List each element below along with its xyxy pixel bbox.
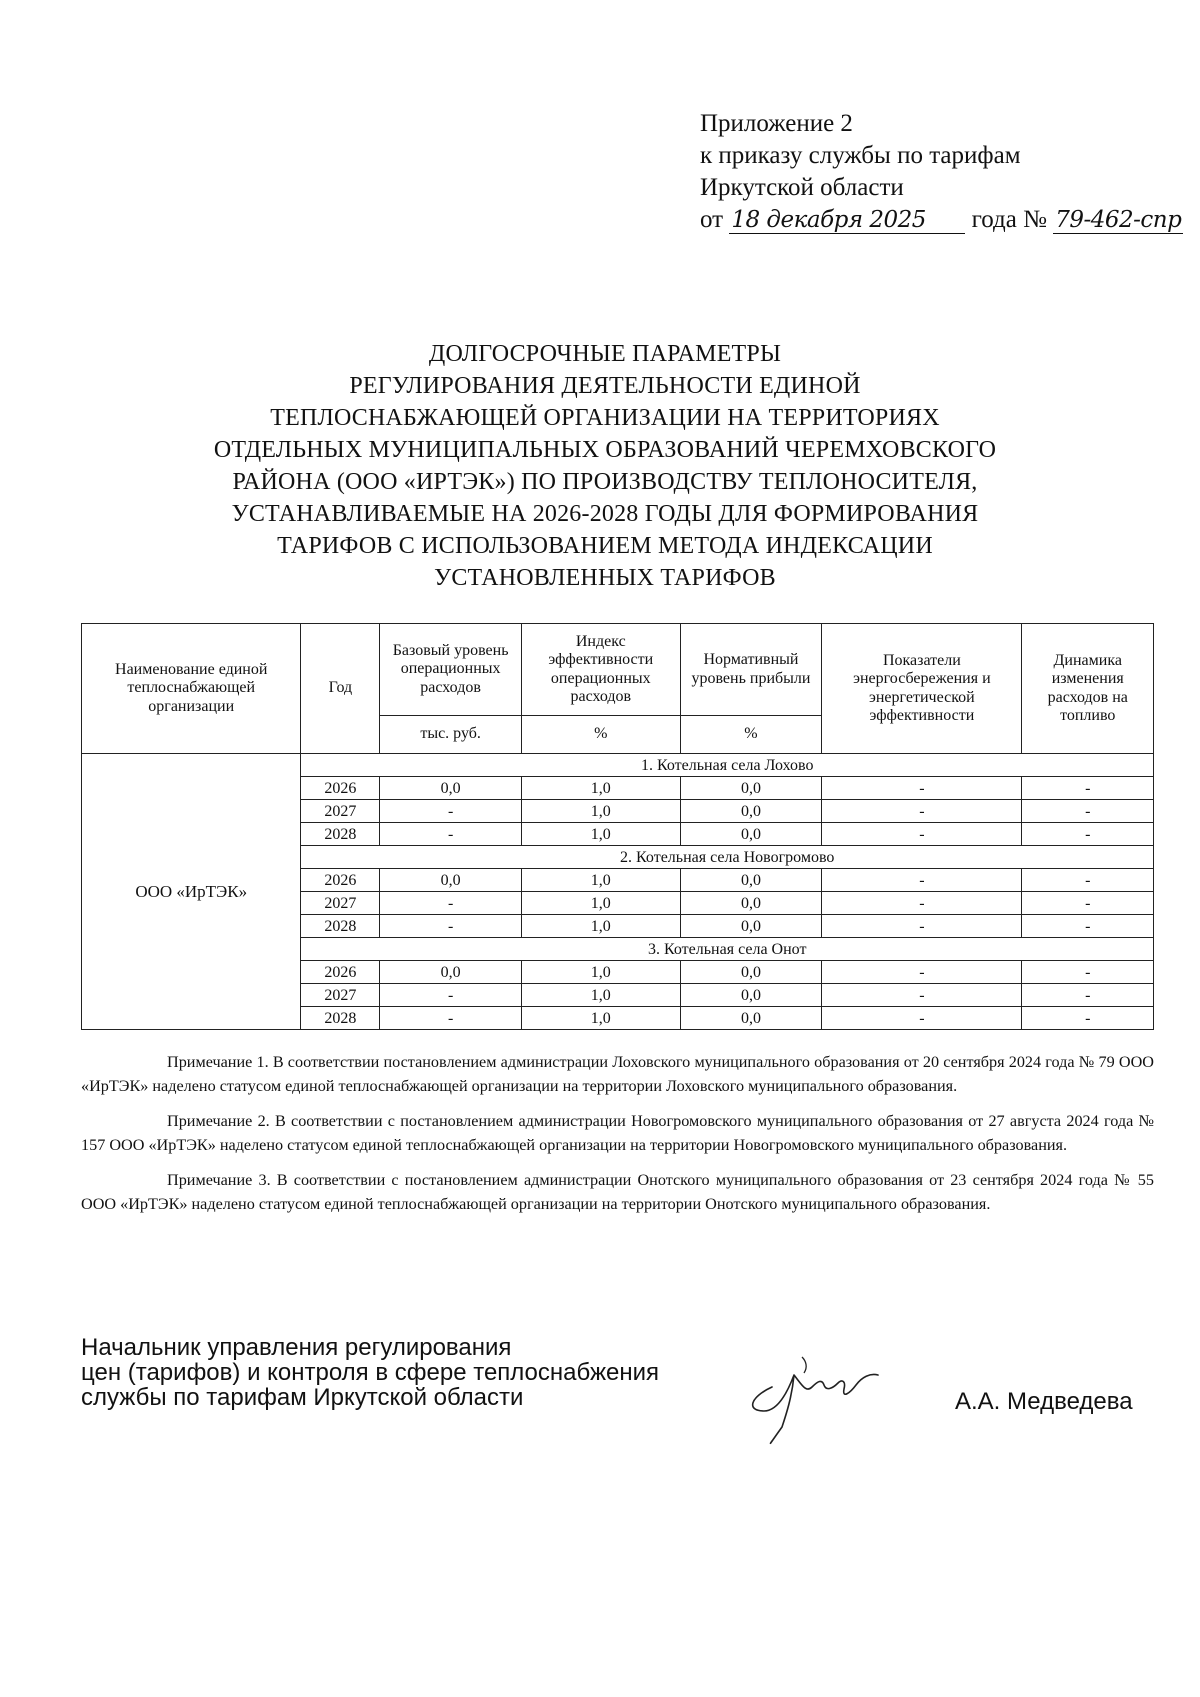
cell-year: 2026: [301, 777, 380, 800]
cell-energy: -: [822, 869, 1022, 892]
header-year: Год: [301, 624, 380, 754]
cell-index: 1,0: [521, 777, 680, 800]
title-line: ОТДЕЛЬНЫХ МУНИЦИПАЛЬНЫХ ОБРАЗОВАНИЙ ЧЕРЕМХОВСКОГО: [213, 437, 997, 463]
cell-energy: -: [822, 823, 1022, 846]
header-efficiency-index: Индекс эффективности операционных расходов: [521, 624, 680, 716]
cell-energy: -: [822, 800, 1022, 823]
cell-year: 2028: [301, 1007, 380, 1030]
notes-block: [81, 1050, 1154, 1227]
cell-fuel: -: [1022, 777, 1154, 800]
note-paragraph: Примечание 2. В соответствии с постановлением администрации Новогромовского муниципального образования от 27 августа 2024 года № 157 ООО «ИрТЭК» наделено статусом единой теплоснабжающей организации на территории Новогромовского муниципального образования.: [81, 1112, 1154, 1154]
cell-year: 2026: [301, 869, 380, 892]
cell-fuel: -: [1022, 823, 1154, 846]
section-title: 2. Котельная села Новогромово: [301, 846, 1154, 869]
cell-profit: 0,0: [680, 892, 822, 915]
cell-index: 1,0: [521, 915, 680, 938]
cell-profit: 0,0: [680, 869, 822, 892]
header-fuel-dynamics: Динамика изменения расходов на топливо: [1022, 624, 1154, 754]
title-line: УСТАНАВЛИВАЕМЫЕ НА 2026-2028 ГОДЫ ДЛЯ ФОРМИРОВАНИЯ: [231, 501, 979, 527]
cell-base: 0,0: [380, 869, 522, 892]
cell-energy: -: [822, 915, 1022, 938]
handwritten-order-number: 79-462-спр: [1055, 207, 1182, 233]
cell-base: 0,0: [380, 961, 522, 984]
cell-base: -: [380, 800, 522, 823]
cell-profit: 0,0: [680, 915, 822, 938]
cell-year: 2028: [301, 823, 380, 846]
section-title: 1. Котельная села Лохово: [301, 754, 1154, 777]
cell-index: 1,0: [521, 892, 680, 915]
cell-year: 2026: [301, 961, 380, 984]
title-line: РАЙОНА (ООО «ИРТЭК») ПО ПРОИЗВОДСТВУ ТЕПЛОНОСИТЕЛЯ,: [232, 469, 978, 495]
date-prefix: от: [700, 206, 724, 233]
position-line: службы по тарифам Иркутской области: [81, 1384, 524, 1411]
position-line: цен (тарифов) и контроля в сфере теплоснабжения: [81, 1359, 660, 1386]
cell-base: -: [380, 1007, 522, 1030]
title-line: УСТАНОВЛЕННЫХ ТАРИФОВ: [434, 565, 776, 591]
signatory-name: А.А. Медведева: [955, 1388, 1133, 1415]
cell-profit: 0,0: [680, 961, 822, 984]
position-line: Начальник управления регулирования: [81, 1334, 512, 1361]
cell-year: 2027: [301, 892, 380, 915]
cell-index: 1,0: [521, 800, 680, 823]
section-title: 3. Котельная села Онот: [301, 938, 1154, 961]
cell-fuel: -: [1022, 961, 1154, 984]
cell-profit: 0,0: [680, 823, 822, 846]
cell-fuel: -: [1022, 1007, 1154, 1030]
signature-icon: [742, 1345, 912, 1455]
appendix-order-ref: к приказу службы по тарифам: [700, 142, 1021, 169]
cell-profit: 0,0: [680, 1007, 822, 1030]
title-line: ДОЛГОСРОЧНЫЕ ПАРАМЕТРЫ: [428, 341, 782, 367]
parameters-table: [81, 623, 1154, 1030]
cell-fuel: -: [1022, 800, 1154, 823]
appendix-date-line: [700, 204, 1183, 236]
cell-fuel: -: [1022, 984, 1154, 1007]
header-org: Наименование единой теплоснабжающей организации: [82, 624, 301, 754]
note-paragraph: Примечание 1. В соответствии постановлением администрации Лоховского муниципального образования от 20 сентября 2024 года № 79 ООО «ИрТЭК» наделено статусом единой теплоснабжающей организации на территории Лоховского муниципального образования.: [81, 1053, 1154, 1095]
unit-base-opex: тыс. руб.: [380, 716, 522, 754]
title-line: ТАРИФОВ С ИСПОЛЬЗОВАНИЕМ МЕТОДА ИНДЕКСАЦИИ: [277, 533, 933, 559]
cell-energy: -: [822, 1007, 1022, 1030]
cell-index: 1,0: [521, 823, 680, 846]
title-line: ТЕПЛОСНАБЖАЮЩЕЙ ОРГАНИЗАЦИИ НА ТЕРРИТОРИЯХ: [270, 405, 940, 431]
document-title: [80, 338, 1130, 594]
cell-energy: -: [822, 961, 1022, 984]
header-profit-level: Нормативный уровень прибыли: [680, 624, 822, 716]
year-number-label: года №: [971, 206, 1047, 233]
org-name-cell: ООО «ИрТЭК»: [82, 754, 301, 1030]
cell-fuel: -: [1022, 892, 1154, 915]
cell-base: -: [380, 915, 522, 938]
header-base-opex: Базовый уровень операционных расходов: [380, 624, 522, 716]
unit-profit-level: %: [680, 716, 822, 754]
cell-energy: -: [822, 777, 1022, 800]
cell-base: 0,0: [380, 777, 522, 800]
unit-efficiency-index: %: [521, 716, 680, 754]
cell-index: 1,0: [521, 869, 680, 892]
cell-year: 2028: [301, 915, 380, 938]
cell-profit: 0,0: [680, 984, 822, 1007]
signatory-position: [81, 1335, 659, 1410]
cell-year: 2027: [301, 800, 380, 823]
cell-profit: 0,0: [680, 777, 822, 800]
appendix-block: [700, 108, 1183, 236]
cell-profit: 0,0: [680, 800, 822, 823]
cell-index: 1,0: [521, 984, 680, 1007]
handwritten-date: 18 декабря 2025: [729, 207, 965, 234]
cell-index: 1,0: [521, 1007, 680, 1030]
note-paragraph: Примечание 3. В соответствии с постановлением администрации Онотского муниципального образования от 23 сентября 2024 года № 55 ООО «ИрТЭК» наделено статусом единой теплоснабжающей организации на территории Онотского муниципального образования.: [81, 1171, 1154, 1213]
cell-base: -: [380, 984, 522, 1007]
cell-year: 2027: [301, 984, 380, 1007]
cell-fuel: -: [1022, 869, 1154, 892]
header-energy-saving: Показатели энергосбережения и энергетической эффективности: [822, 624, 1022, 754]
cell-energy: -: [822, 892, 1022, 915]
cell-energy: -: [822, 984, 1022, 1007]
title-line: РЕГУЛИРОВАНИЯ ДЕЯТЕЛЬНОСТИ ЕДИНОЙ: [349, 373, 861, 399]
cell-index: 1,0: [521, 961, 680, 984]
cell-base: -: [380, 823, 522, 846]
cell-fuel: -: [1022, 915, 1154, 938]
appendix-region: Иркутской области: [700, 174, 904, 201]
cell-base: -: [380, 892, 522, 915]
appendix-title: Приложение 2: [700, 110, 853, 137]
